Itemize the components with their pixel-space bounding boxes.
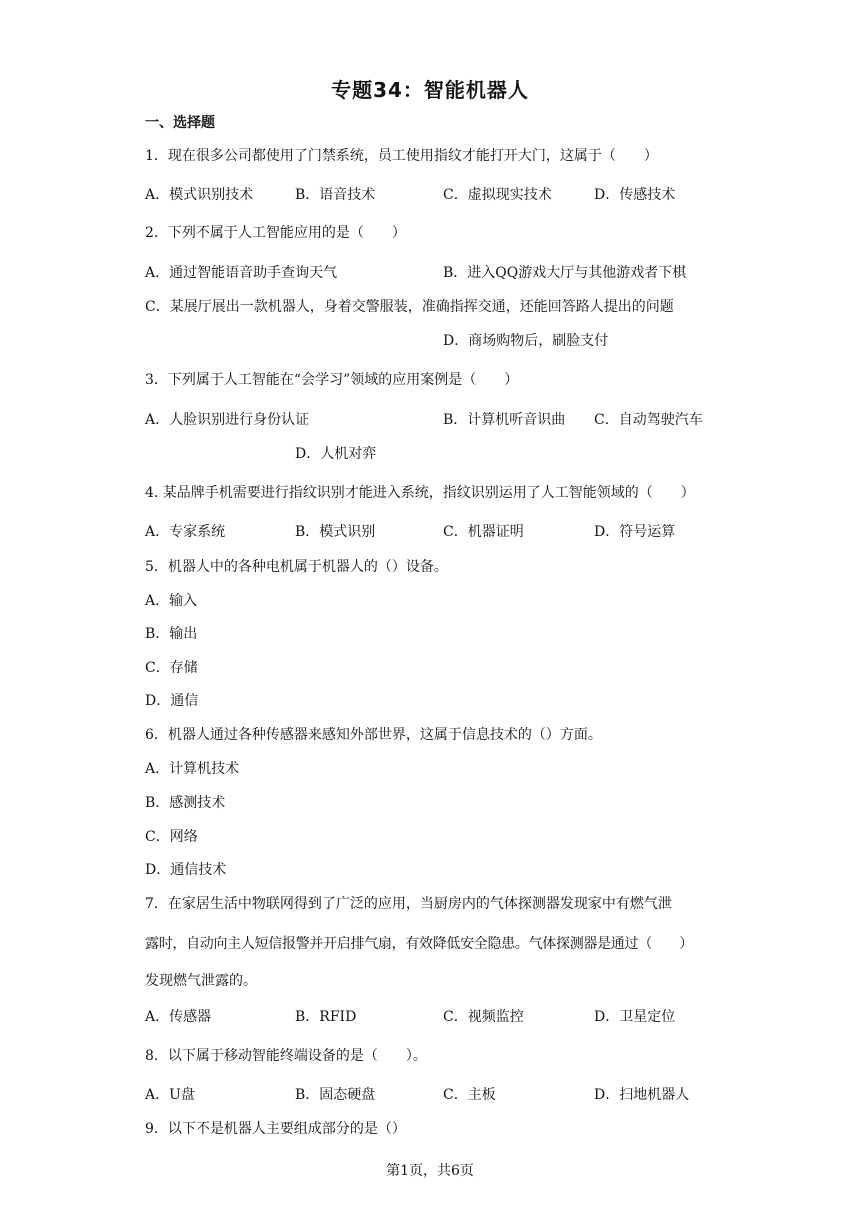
question-1-stem: 1．现在很多公司都使用了门禁系统，员工使用指纹才能打开大门，这属于（ ） — [145, 148, 658, 164]
question-2-option-c: C．某展厅展出一款机器人，身着交警服装，准确指挥交通，还能回答路人提出的问题 — [145, 299, 674, 315]
question-6-option-a: A．计算机技术 — [145, 761, 240, 777]
section-heading: 一、选择题 — [145, 115, 215, 131]
question-3-option-b: B．计算机听音识曲 — [443, 412, 566, 428]
question-3-option-d: D．人机对弈 — [295, 446, 377, 462]
question-6-option-b: B．感测技术 — [145, 795, 226, 811]
question-3-option-c: C．自动驾驶汽车 — [594, 412, 703, 428]
question-7-stem-line-2: 露时，自动向主人短信报警并开启排气扇，有效降低安全隐患。气体探测器是通过（ ） — [145, 936, 693, 952]
question-2-stem: 2．下列不属于人工智能应用的是（ ） — [145, 225, 406, 241]
question-2-option-d: D．商场购物后，刷脸支付 — [443, 333, 609, 349]
question-7-option-b: B．RFID — [295, 1009, 357, 1025]
question-1-option-a: A．模式识别技术 — [145, 187, 254, 203]
page-title: 专题34：智能机器人 — [331, 78, 529, 102]
question-4-stem: 4. 某品牌手机需要进行指纹识别才能进入系统，指纹识别运用了人工智能领域的（ ） — [145, 485, 695, 501]
question-8-option-c: C．主板 — [443, 1087, 496, 1103]
question-4-option-c: C．机器证明 — [443, 524, 524, 540]
question-2-option-b: B．进入QQ游戏大厅与其他游戏者下棋 — [443, 265, 687, 281]
question-1-option-b: B．语音技术 — [295, 187, 376, 203]
question-2-option-a: A．通过智能语音助手查询天气 — [145, 265, 338, 281]
question-5-option-d: D．通信 — [145, 693, 199, 709]
question-8-option-b: B．固态硬盘 — [295, 1087, 376, 1103]
question-7-stem-line-3: 发现燃气泄露的。 — [145, 973, 257, 989]
question-3-option-a: A．人脸识别进行身份认证 — [145, 412, 310, 428]
question-3-stem: 3．下列属于人工智能在“会学习”领域的应用案例是（ ） — [145, 372, 519, 388]
question-9-stem: 9．以下不是机器人主要组成部分的是（） — [145, 1121, 406, 1137]
question-1-option-d: D．传感技术 — [594, 187, 676, 203]
question-4-option-a: A．专家系统 — [145, 524, 226, 540]
question-6-option-d: D．通信技术 — [145, 862, 227, 878]
question-7-option-d: D．卫星定位 — [594, 1009, 676, 1025]
question-7-option-c: C．视频监控 — [443, 1009, 524, 1025]
question-8-option-d: D．扫地机器人 — [594, 1087, 690, 1103]
page-footer: 第1页，共6页 — [386, 1163, 474, 1179]
question-6-option-c: C．网络 — [145, 829, 198, 845]
question-5-option-c: C．存储 — [145, 660, 198, 676]
question-5-stem: 5．机器人中的各种电机属于机器人的（）设备。 — [145, 559, 448, 575]
question-5-option-a: A．输入 — [145, 593, 198, 609]
question-1-option-c: C．虚拟现实技术 — [443, 187, 552, 203]
question-8-stem: 8．以下属于移动智能终端设备的是（ ）。 — [145, 1048, 427, 1064]
question-4-option-b: B．模式识别 — [295, 524, 376, 540]
question-8-option-a: A．U盘 — [145, 1087, 195, 1103]
question-7-option-a: A．传感器 — [145, 1009, 212, 1025]
question-4-option-d: D．符号运算 — [594, 524, 676, 540]
question-7-stem-line-1: 7．在家居生活中物联网得到了广泛的应用，当厨房内的气体探测器发现家中有燃气泄 — [145, 896, 672, 912]
question-6-stem: 6．机器人通过各种传感器来感知外部世界，这属于信息技术的（）方面。 — [145, 727, 602, 743]
question-5-option-b: B．输出 — [145, 626, 198, 642]
